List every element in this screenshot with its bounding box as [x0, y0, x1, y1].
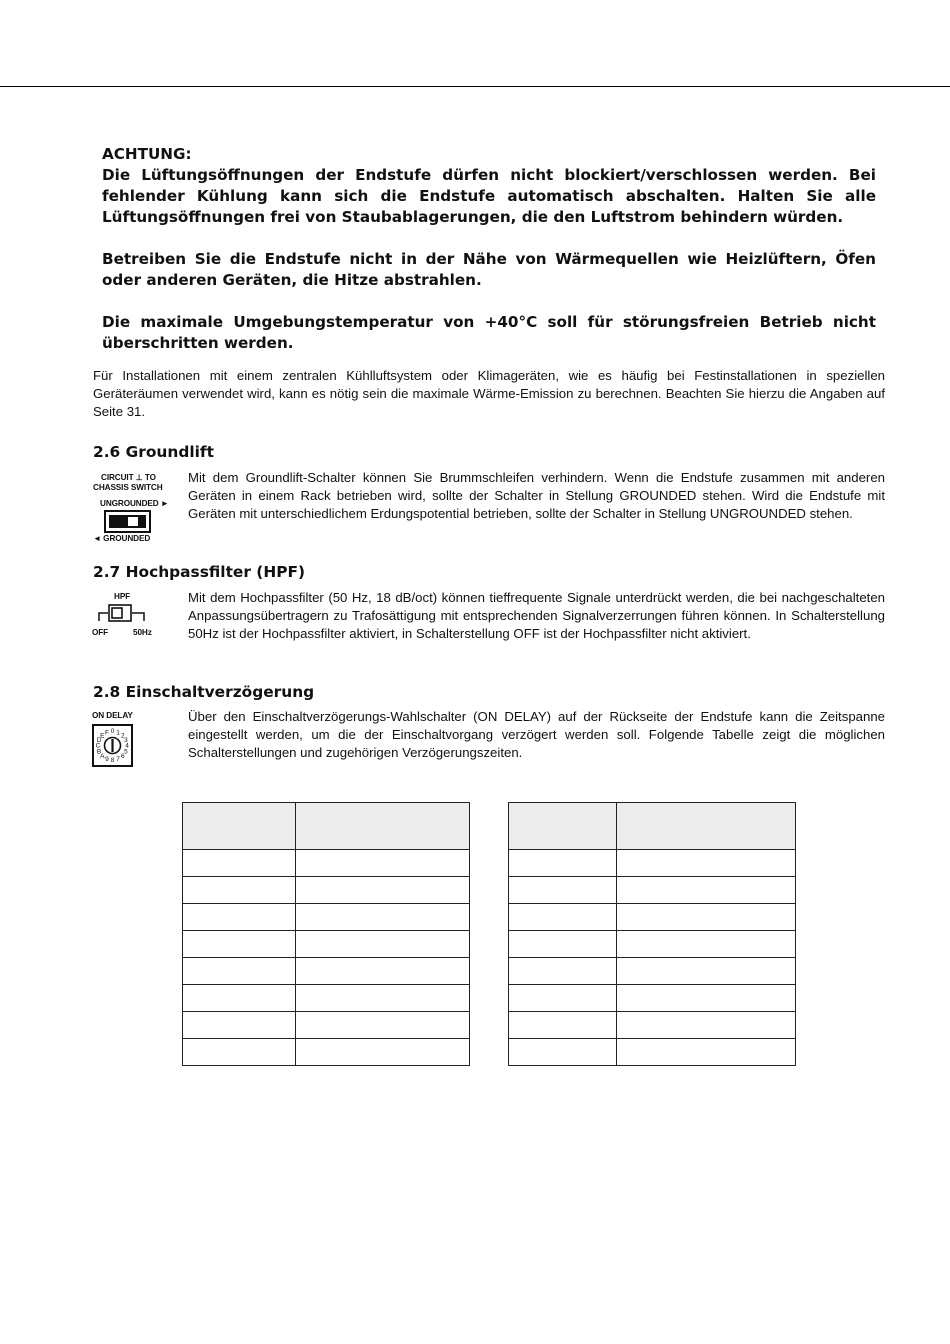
dial-digit: A	[100, 752, 105, 760]
table-header-cell	[183, 803, 296, 850]
table-cell	[183, 1012, 296, 1039]
table-cell	[183, 931, 296, 958]
table-row	[509, 931, 796, 958]
ondelay-icon-label: ON DELAY	[92, 711, 133, 720]
table-row	[509, 850, 796, 877]
groundlift-icon-label-1: CIRCUIT ⊥ TO	[101, 473, 156, 482]
hpf-description: Mit dem Hochpassfilter (50 Hz, 18 dB/oct) können tieffrequente Signale unterdrückt werden, die bei nachgeschalteten Anpassungsübertragern zu Trafosättigung mit entsprechenden Signalverzerrungen führen können. In Schalterstellung 50Hz ist der Hochpassfilter aktiviert, in Schalterstellung OFF ist der Hochpassfilter nicht aktiviert.	[188, 590, 885, 641]
ondelay-description: Über den Einschaltverzögerungs-Wahlschalter (ON DELAY) auf der Rückseite der Endstufe kann die Zeitspanne eingestellt werden, um die der Einschaltvorgang verzögert werden soll. Folgende Tabelle zeigt die möglichen Schalterstellungen und zugehörigen Verzögerungszeiten.	[188, 709, 885, 760]
table-header-row	[183, 803, 470, 850]
warning-block	[102, 144, 876, 354]
table-cell	[617, 877, 796, 904]
hpf-icon-label: HPF	[114, 592, 131, 601]
table-cell	[509, 904, 617, 931]
table-cell	[617, 904, 796, 931]
dial-digit: 1	[116, 729, 120, 737]
dial-digit: 4	[125, 742, 129, 750]
table-cell	[617, 1039, 796, 1066]
table-cell	[509, 1039, 617, 1066]
intro-paragraph: Für Installationen mit einem zentralen Kühlluftsystem oder Klimageräten, wie es häufig bei Festinstallationen in speziellen Geräteräumen verwendet wird, kann es nötig sein die maximale Wärme-Emission zu berechnen. Beachten Sie hierzu die Angaben auf Seite 31.	[93, 368, 885, 419]
dial-digit: 5	[124, 748, 128, 756]
hpf-switch-icon	[98, 603, 148, 623]
hpf-icon-label-off: OFF	[92, 628, 109, 637]
dial-digit: 9	[105, 756, 109, 764]
groundlift-description: Mit dem Groundlift-Schalter können Sie Brummschleifen verhindern. Wenn die Endstufe zusammen mit anderen Geräten in einem Rack betrieben wird, sollte der Schalter in Stellung GROUNDED stehen. Wird die Endstufe mit Geräten mit unterschiedlichem Erdungspotential betrieben, sollte der Schalter in Stellung UNGROUNDED stehen.	[188, 470, 885, 521]
section-title-hpf: 2.7 Hochpassfilter (HPF)	[93, 563, 306, 581]
table-header-cell	[296, 803, 470, 850]
table-cell	[183, 958, 296, 985]
table-row	[183, 958, 470, 985]
dial-digit: F	[104, 729, 109, 737]
table-cell	[296, 958, 470, 985]
warning-paragraph-temperature: Die maximale Umgebungstemperatur von +40°C soll für störungsfreien Betrieb nicht überschritten werden.	[102, 313, 876, 352]
table-cell	[183, 877, 296, 904]
table-cell	[296, 904, 470, 931]
table-cell	[183, 1039, 296, 1066]
dial-digit: B	[96, 748, 102, 756]
table-row	[183, 877, 470, 904]
table-row	[183, 931, 470, 958]
dial-digit: C	[95, 742, 101, 750]
groundlift-icon-label-2: CHASSIS SWITCH	[93, 483, 163, 492]
table-row	[509, 985, 796, 1012]
dial-digit: 8	[110, 757, 115, 765]
slide-switch-icon	[104, 510, 152, 534]
table-row	[509, 877, 796, 904]
table-cell	[509, 850, 617, 877]
warning-heading: ACHTUNG:	[102, 145, 192, 163]
table-cell	[509, 877, 617, 904]
table-cell	[183, 985, 296, 1012]
dial-digit: 6	[120, 752, 125, 760]
table-cell	[296, 931, 470, 958]
table-row	[509, 1039, 796, 1066]
table-cell	[617, 850, 796, 877]
table-cell	[617, 985, 796, 1012]
warning-paragraph-heat-sources: Betreiben Sie die Endstufe nicht in der Nähe von Wärmequellen wie Heizlüftern, Öfen oder anderen Geräten, die Hitze abstrahlen.	[102, 250, 876, 289]
table-header-cell	[509, 803, 617, 850]
table-header-cell	[617, 803, 796, 850]
dial-digit: 7	[116, 756, 120, 764]
header-rule	[0, 86, 950, 87]
table-row	[509, 958, 796, 985]
table-cell	[183, 904, 296, 931]
dial-digit: D	[96, 737, 102, 745]
table-cell	[617, 931, 796, 958]
table-cell	[296, 985, 470, 1012]
table-cell	[509, 985, 617, 1012]
table-cell	[617, 958, 796, 985]
table-cell	[509, 1012, 617, 1039]
table-row	[509, 1012, 796, 1039]
table-cell	[296, 1039, 470, 1066]
dial-digit: 2	[120, 732, 125, 740]
table-header-row	[509, 803, 796, 850]
delay-table-right	[508, 802, 796, 1066]
table-row	[183, 1012, 470, 1039]
table-cell	[296, 850, 470, 877]
table-row	[183, 1039, 470, 1066]
dial-digit: 0	[110, 728, 115, 736]
warning-paragraph-ventilation: Die Lüftungsöffnungen der Endstufe dürfen nicht blockiert/verschlossen werden. Bei fehlender Kühlung kann sich die Endstufe automatisch abschalten. Halten Sie alle Lüftungsöffnungen frei von Staubablagerungen, die den Luftstrom behindern würden.	[102, 166, 876, 226]
dial-digit: E	[100, 732, 105, 740]
table-row	[183, 904, 470, 931]
groundlift-icon-label-ungrounded: UNGROUNDED ►	[100, 499, 169, 508]
dial-digit: 3	[124, 737, 128, 745]
rotary-dial-icon	[92, 724, 134, 768]
section-title-ondelay: 2.8 Einschaltverzögerung	[93, 683, 315, 701]
hpf-icon-label-50hz: 50Hz	[133, 628, 152, 637]
table-row	[183, 985, 470, 1012]
section-title-groundlift: 2.6 Groundlift	[93, 443, 214, 461]
table-row	[509, 904, 796, 931]
table-cell	[183, 850, 296, 877]
table-row	[183, 850, 470, 877]
table-cell	[296, 877, 470, 904]
table-cell	[509, 931, 617, 958]
table-cell	[296, 1012, 470, 1039]
delay-table-left	[182, 802, 470, 1066]
table-cell	[617, 1012, 796, 1039]
groundlift-icon-label-grounded: ◄ GROUNDED	[93, 534, 151, 543]
table-cell	[509, 958, 617, 985]
